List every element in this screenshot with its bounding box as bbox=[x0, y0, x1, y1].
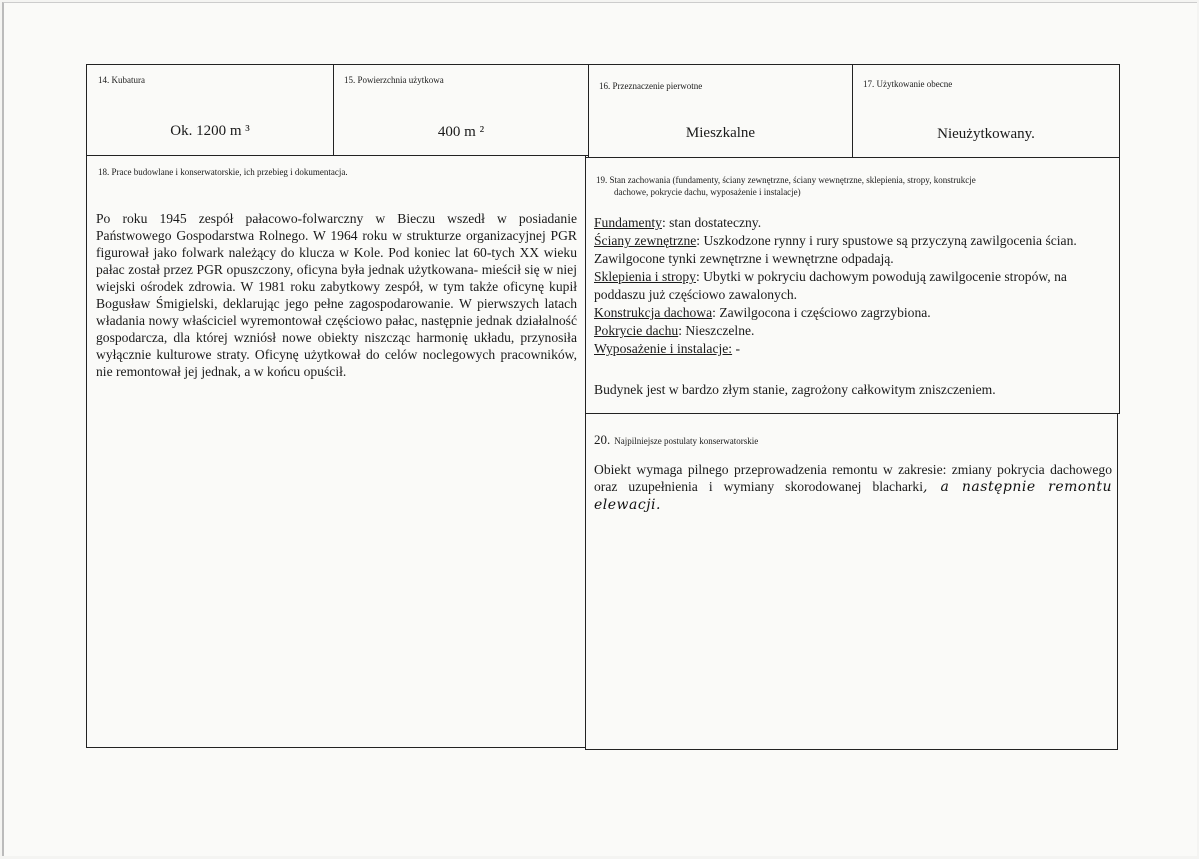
section-19-items bbox=[594, 214, 1114, 358]
document-sheet bbox=[2, 2, 1197, 856]
section-20-heading bbox=[594, 431, 758, 449]
section-18-text bbox=[96, 210, 577, 380]
condition-item-fundamenty bbox=[594, 214, 1114, 232]
section-19-label-line1: 19. Stan zachowania (fundamenty, ściany zewnętrzne, ściany wewnętrzne, sklepienia, stropy, konstrukcje bbox=[596, 175, 976, 185]
field-15-value: 400 m ² bbox=[437, 124, 485, 140]
condition-text: : Nieszczelne. bbox=[678, 323, 755, 338]
field-14-value: Ok. 1200 m ³ bbox=[170, 123, 250, 139]
condition-item-pokrycie bbox=[594, 322, 1114, 340]
field-15-label: 15. Powierzchnia użytkowa bbox=[344, 75, 444, 85]
condition-heading: Pokrycie dachu bbox=[594, 323, 679, 338]
section-20-handwritten: , a następnie remontu elewacji. bbox=[594, 479, 1112, 513]
section-19-label-line2: dachowe, pokrycie dachu, wyposażenie i instalacje) bbox=[614, 187, 801, 197]
section-18-paragraph: Po roku 1945 zespół pałacowo-folwarczny w Bieczu wszedł w posiadanie Państwowego Gospodarstwa Rolnego. W 1964 roku w strukturze organizacyjnej PGR figurował jako folwark należący do klucza w Kole. Pod koniec lat 60-tych XX wieku pałac został przez PGR opuszczony, oficyna była jednak użytkowana- mieścił się w niej wiejski ośrodek zdrowia. W 1981 roku zabytkowy zespół, w tym także oficynę kupił Bogusław Śmigielski, deklarując jego pełne zagospodarowanie. W pierwszych latach władania nowy właściciel wyremontował częściowo pałac, następnie jednak działalność gospodarcza, dla której wzniósł nowe obiekty niszcząc harmonię układu, przynosiła wyłącznie kulturowe straty. Oficynę użytkował do celów noclegowych pracowników, nie remontował jej jednak, a w końcu opuścił. bbox=[96, 211, 577, 379]
condition-text: : Ubytki w pokryciu dachowym powodują zawilgocenie stropów, na poddaszu już częściowo zawalonych. bbox=[594, 269, 1067, 302]
section-18-label: 18. Prace budowlane i konserwatorskie, ich przebieg i dokumentacja. bbox=[98, 167, 348, 177]
field-17-label: 17. Użytkowanie obecne bbox=[863, 79, 953, 89]
condition-text: : stan dostateczny. bbox=[661, 215, 762, 230]
condition-heading: Ściany zewnętrzne bbox=[594, 233, 697, 248]
field-16-box bbox=[588, 64, 853, 158]
section-20-number: 20. bbox=[594, 432, 611, 447]
field-17-value: Nieużytkowany. bbox=[937, 126, 1035, 142]
condition-heading: Sklepienia i stropy bbox=[594, 269, 696, 284]
condition-text: - bbox=[732, 341, 741, 356]
condition-item-sklepienia bbox=[594, 268, 1114, 304]
section-20-label: Najpilniejsze postulaty konserwatorskie bbox=[614, 436, 759, 446]
field-14-label: 14. Kubatura bbox=[98, 75, 145, 85]
condition-item-wyposazenie bbox=[594, 340, 1114, 358]
section-20-text bbox=[594, 461, 1112, 514]
condition-heading: Wyposażenie i instalacje: bbox=[594, 341, 733, 356]
condition-heading: Fundamenty bbox=[594, 215, 662, 230]
field-16-label: 16. Przeznaczenie pierwotne bbox=[599, 81, 703, 91]
condition-text: : Zawilgocona i częściowo zagrzybiona. bbox=[712, 305, 931, 320]
condition-item-sciany bbox=[594, 232, 1114, 268]
condition-heading: Konstrukcja dachowa bbox=[594, 305, 713, 320]
condition-text: : Uszkodzone rynny i rury spustowe są przyczyną zawilgocenia ścian. Zawilgocone tynki zewnętrzne i wewnętrzne odpadają. bbox=[594, 233, 1077, 266]
field-16-value: Mieszkalne bbox=[685, 125, 756, 141]
condition-item-konstrukcja bbox=[594, 304, 1114, 322]
section-19-summary: Budynek jest w bardzo złym stanie, zagrożony całkowitym zniszczeniem. bbox=[594, 382, 996, 397]
section-20-printed: Obiekt wymaga pilnego przeprowadzenia remontu w zakresie: zmiany pokrycia dachowego oraz uzupełnienia i wymiany skorodowanej blacharki bbox=[594, 462, 1112, 494]
